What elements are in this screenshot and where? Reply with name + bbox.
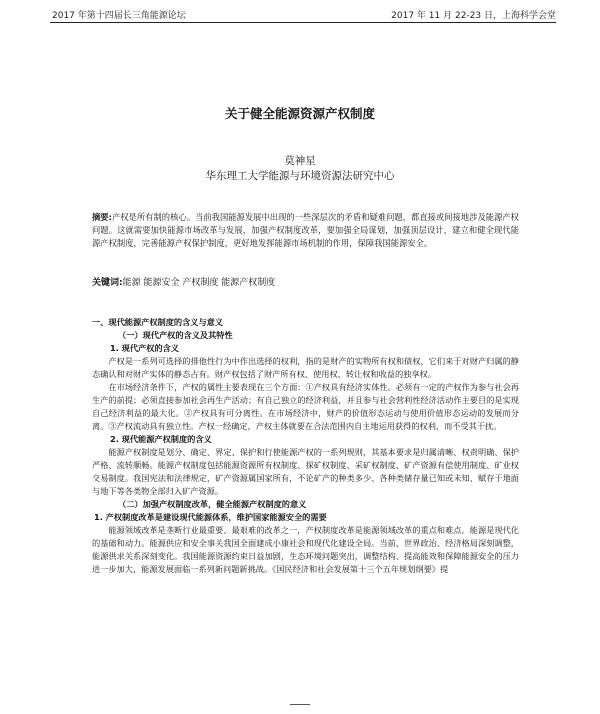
paragraph: 能源产权制度是划分、确定、界定、保护和行使能源产权的一系列规则，其基本要求是归属清晰、权责明确、保护严格、流转顺畅。能源产权制度包括能源资源所有权制度、探矿权制度、采矿权制度、矿产资源有偿使用制度、矿业权交易制度。我国宪法和法律规定，矿产资源属国家所有，不论矿产的种类多少、各种类储存量已知或未知、赋存于地面与地下等各类物全部归入矿产资源。 — [92, 447, 519, 496]
author: 莫神星 — [284, 155, 316, 167]
page-number-mark — [290, 704, 310, 709]
paragraph: 能源领域改革是垄断行业最重要、最艰难的改革之一，产权制度改革是能源领域改革的重点和难点。能源是现代化的基础和动力。能源供应和安全事关我国全面建成小康社会和现代化建设全局。当前，世界政治、经济格局深刻调整，能源供求关系深刻变化。我国能源资源约束日益加剧，生态环境问题突出，调整结构、提高能效和保障能源安全的压力进一步加大，能源发展面临一系列新问题新挑战。《国民经济和社会发展第十三个五年规划纲要》提 — [92, 525, 519, 574]
abstract-label: 摘要: — [92, 212, 112, 222]
subsubsection-heading: 1. 现代产权的含义 — [110, 343, 179, 353]
keywords-text: 能源 能源安全 产权制度 能源产权制度 — [122, 278, 276, 288]
paragraph: 产权是一系列可选择的排他性行为中作出选择的权利，指的是财产的实物所有权和债权，它们来于对财产归属的静态确认和对财产实体的静态占有。财产权包括了财产所有权、使用权、转让权和收益的独享权。 — [92, 356, 519, 379]
abstract-text: 产权是所有制的核心。当前我国能源发展中出现的一些深层次的矛盾和疑难问题，都直接或间接地涉及能源产权问题。这就需要加快能源市场改革与发展，加强产权制度改革，要加强全局谋划，加强顶层设计，建立和健全现代能源产权制度，完善能源产权保护制度，更好地发挥能源市场机制的作用，保障我国能源安全。 — [92, 212, 519, 248]
subsubsection-heading: 1. 产权制度改革是建设现代能源体系，维护国家能源安全的需要 — [94, 512, 327, 522]
section-heading: 一、现代能源产权制度的含义与意义 — [92, 317, 224, 327]
subsection-heading: （一）现代产权的含义及其特性 — [118, 330, 233, 340]
body-text — [92, 316, 519, 576]
keywords — [92, 275, 519, 288]
abstract — [92, 211, 519, 250]
subsection-heading: （二）加强产权制度改革，健全能源产权制度的意义 — [118, 499, 307, 509]
header-left: 2017 年第十四届长三角能源论坛 — [52, 10, 186, 21]
affiliation: 华东理工大学能源与环境资源法研究中心 — [205, 170, 395, 182]
running-header — [52, 6, 556, 22]
header-right: 2017 年 11 月 22-23 日，上海科学会堂 — [391, 10, 556, 21]
paragraph: 在市场经济条件下，产权的属性主要表现在三个方面：①产权具有经济实体性。必须有一定的产权作为参与社会再生产的前提；必须直接参加社会再生产活动；有自己独立的经济利益，并且参与社会营利性经济活动作主要目的是实现自己经济利益的最大化。②产权具有可分离性。在市场经济中，财产的价值形态运动与使用价值形态运动的发展而分离。③产权流动具有独立性。产权一经确定，产权主体就要在合法范围内自主地运用获得的权利，而不受其干扰。 — [92, 382, 519, 431]
keywords-label: 关键词: — [92, 278, 123, 288]
header-rule — [50, 22, 556, 23]
paper-title: 关于健全能源资源产权制度 — [224, 106, 375, 121]
subsubsection-heading: 2. 现代能源产权制度的含义 — [110, 434, 212, 444]
